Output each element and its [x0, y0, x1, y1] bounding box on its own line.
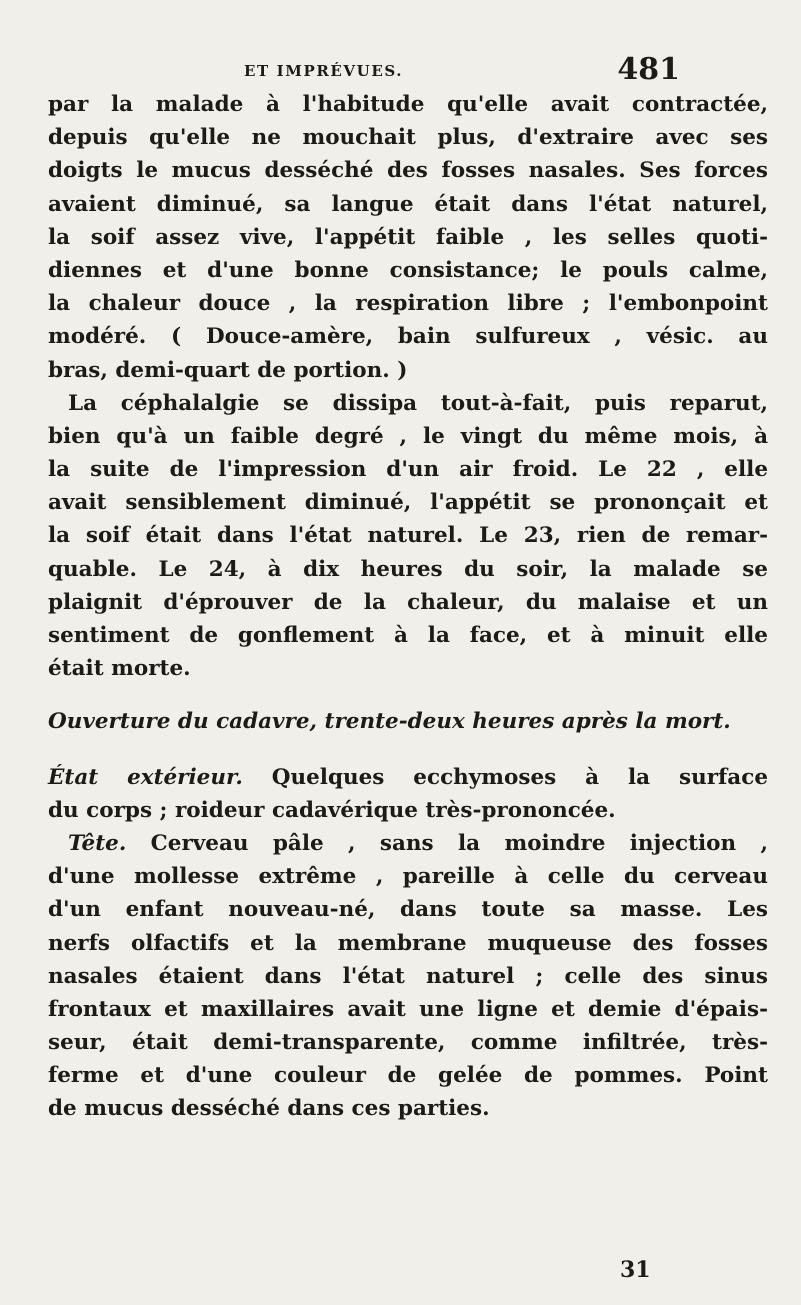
text-line: doigts le mucus desséché des fosses nasales. Ses forces — [48, 158, 768, 184]
text-line: bras, demi-quart de portion. ) — [48, 357, 408, 383]
text-line: diennes et d'une bonne consistance; le pouls calme, — [48, 257, 768, 283]
signature-mark: 31 — [620, 1257, 651, 1283]
paragraph-label: Tête. — [68, 830, 127, 856]
text-line: modéré. ( Douce-amère, bain sulfureux , vésic. au — [48, 324, 768, 350]
text-line: la soif était dans l'état naturel. Le 23, rien de remar- — [48, 523, 768, 549]
text-line: La céphalalgie se dissipa tout-à-fait, puis reparut, — [68, 390, 768, 416]
text-line: du corps ; roideur cadavérique très-prononcée. — [48, 797, 616, 823]
paragraph — [48, 387, 768, 686]
text-line — [48, 761, 768, 794]
text-line: la chaleur douce , la respiration libre ; l'embonpoint — [48, 291, 768, 317]
text-line: nasales étaient dans l'état naturel ; celle des sinus — [48, 963, 768, 989]
text-line: plaignit d'éprouver de la chaleur, du malaise et un — [48, 589, 768, 615]
text-line: d'une mollesse extrême , pareille à celle du cerveau — [48, 864, 768, 890]
text-line: avait sensiblement diminué, l'appétit se prononçait et — [48, 490, 768, 516]
paragraph — [48, 761, 768, 827]
section-heading: Ouverture du cadavre, trente-deux heures après la mort. — [48, 709, 731, 735]
running-header — [210, 52, 680, 90]
text-run: Cerveau pâle , sans la moindre injection , — [126, 830, 768, 856]
text-line: la soif assez vive, l'appétit faible , les selles quoti- — [48, 224, 768, 250]
paragraph — [48, 827, 768, 1126]
paragraph — [48, 88, 768, 387]
text-line: quable. Le 24, à dix heures du soir, la malade se — [48, 556, 768, 582]
text-line: ferme et d'une couleur de gelée de pommes. Point — [48, 1063, 768, 1089]
text-line: nerfs olfactifs et la membrane muqueuse des fosses — [48, 930, 768, 956]
text-line — [48, 827, 768, 860]
paragraph-label: État extérieur. — [48, 764, 243, 790]
running-title: ET IMPRÉVUES. — [244, 62, 404, 80]
text-line: bien qu'à un faible degré , le vingt du même mois, à — [48, 423, 768, 449]
text-line: seur, était demi-transparente, comme infiltrée, très- — [48, 1030, 768, 1056]
text-line: avaient diminué, sa langue était dans l'état naturel, — [48, 191, 768, 217]
text-line: frontaux et maxillaires avait une ligne et demie d'épais- — [48, 996, 768, 1022]
page-number: 481 — [617, 52, 680, 87]
text-line: sentiment de gonflement à la face, et à minuit elle — [48, 623, 768, 648]
text-line: d'un enfant nouveau-né, dans toute sa masse. Les — [48, 897, 768, 923]
text-line: de mucus desséché dans ces parties. — [48, 1096, 490, 1122]
text-run: Quelques ecchymoses à la surface — [242, 764, 768, 790]
text-line: la suite de l'impression d'un air froid. Le 22 , elle — [48, 457, 768, 483]
text-line: depuis qu'elle ne mouchait plus, d'extraire avec ses — [48, 125, 768, 151]
text-line: était morte. — [48, 656, 191, 682]
body-text — [48, 88, 768, 1126]
text-line: par la malade à l'habitude qu'elle avait contractée, — [48, 92, 768, 117]
